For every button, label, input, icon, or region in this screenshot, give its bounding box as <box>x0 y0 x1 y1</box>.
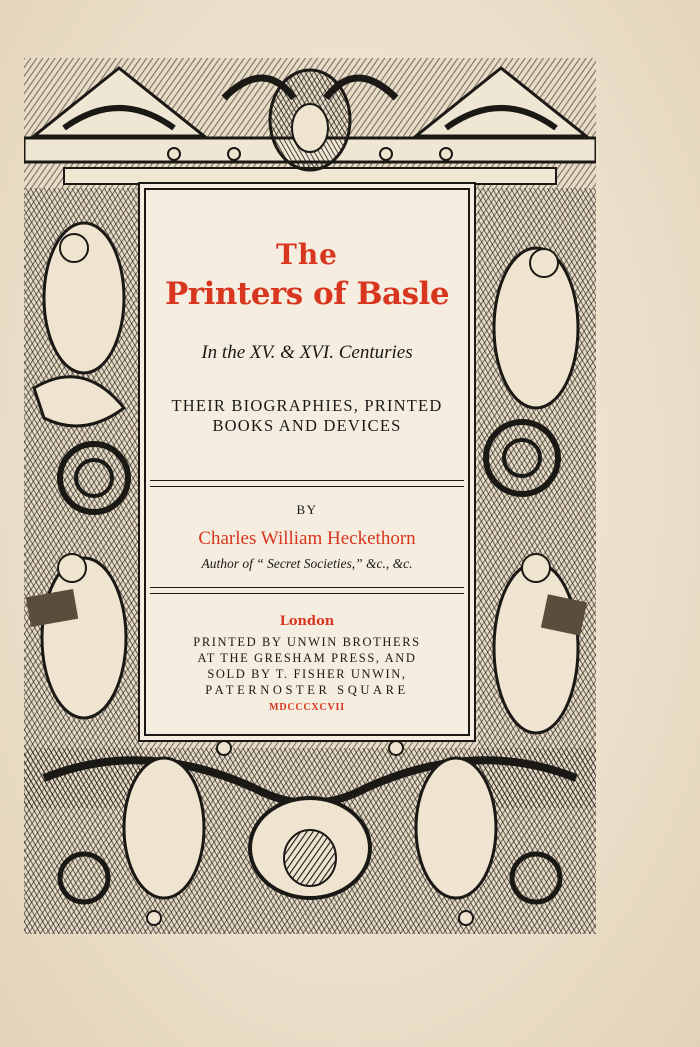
title-panel <box>144 188 470 736</box>
publication-year: MDCCCXCVII <box>269 702 345 713</box>
imprint-line: AT THE GRESHAM PRESS, AND <box>197 651 417 665</box>
book-title: Printers of Basle <box>164 276 450 312</box>
title-article: The <box>275 238 338 271</box>
description-line: THEIR BIOGRAPHIES, PRINTED <box>171 396 443 415</box>
double-rule <box>150 480 464 487</box>
author-credits: Author of “ Secret Societies,” &c., &c. <box>201 556 413 571</box>
imprint-line: PATERNOSTER SQUARE <box>205 683 409 697</box>
subtitle: In the XV. & XVI. Centuries <box>201 342 413 363</box>
by-label: BY <box>296 502 318 517</box>
imprint-city: London <box>279 614 335 629</box>
description <box>156 396 458 436</box>
imprint-line: SOLD BY T. FISHER UNWIN, <box>207 667 407 681</box>
author-name: Charles William Heckethorn <box>198 528 416 549</box>
description-line: BOOKS AND DEVICES <box>212 416 402 435</box>
double-rule <box>150 587 464 594</box>
imprint-line: PRINTED BY UNWIN BROTHERS <box>193 635 421 649</box>
imprint-text <box>146 634 468 698</box>
